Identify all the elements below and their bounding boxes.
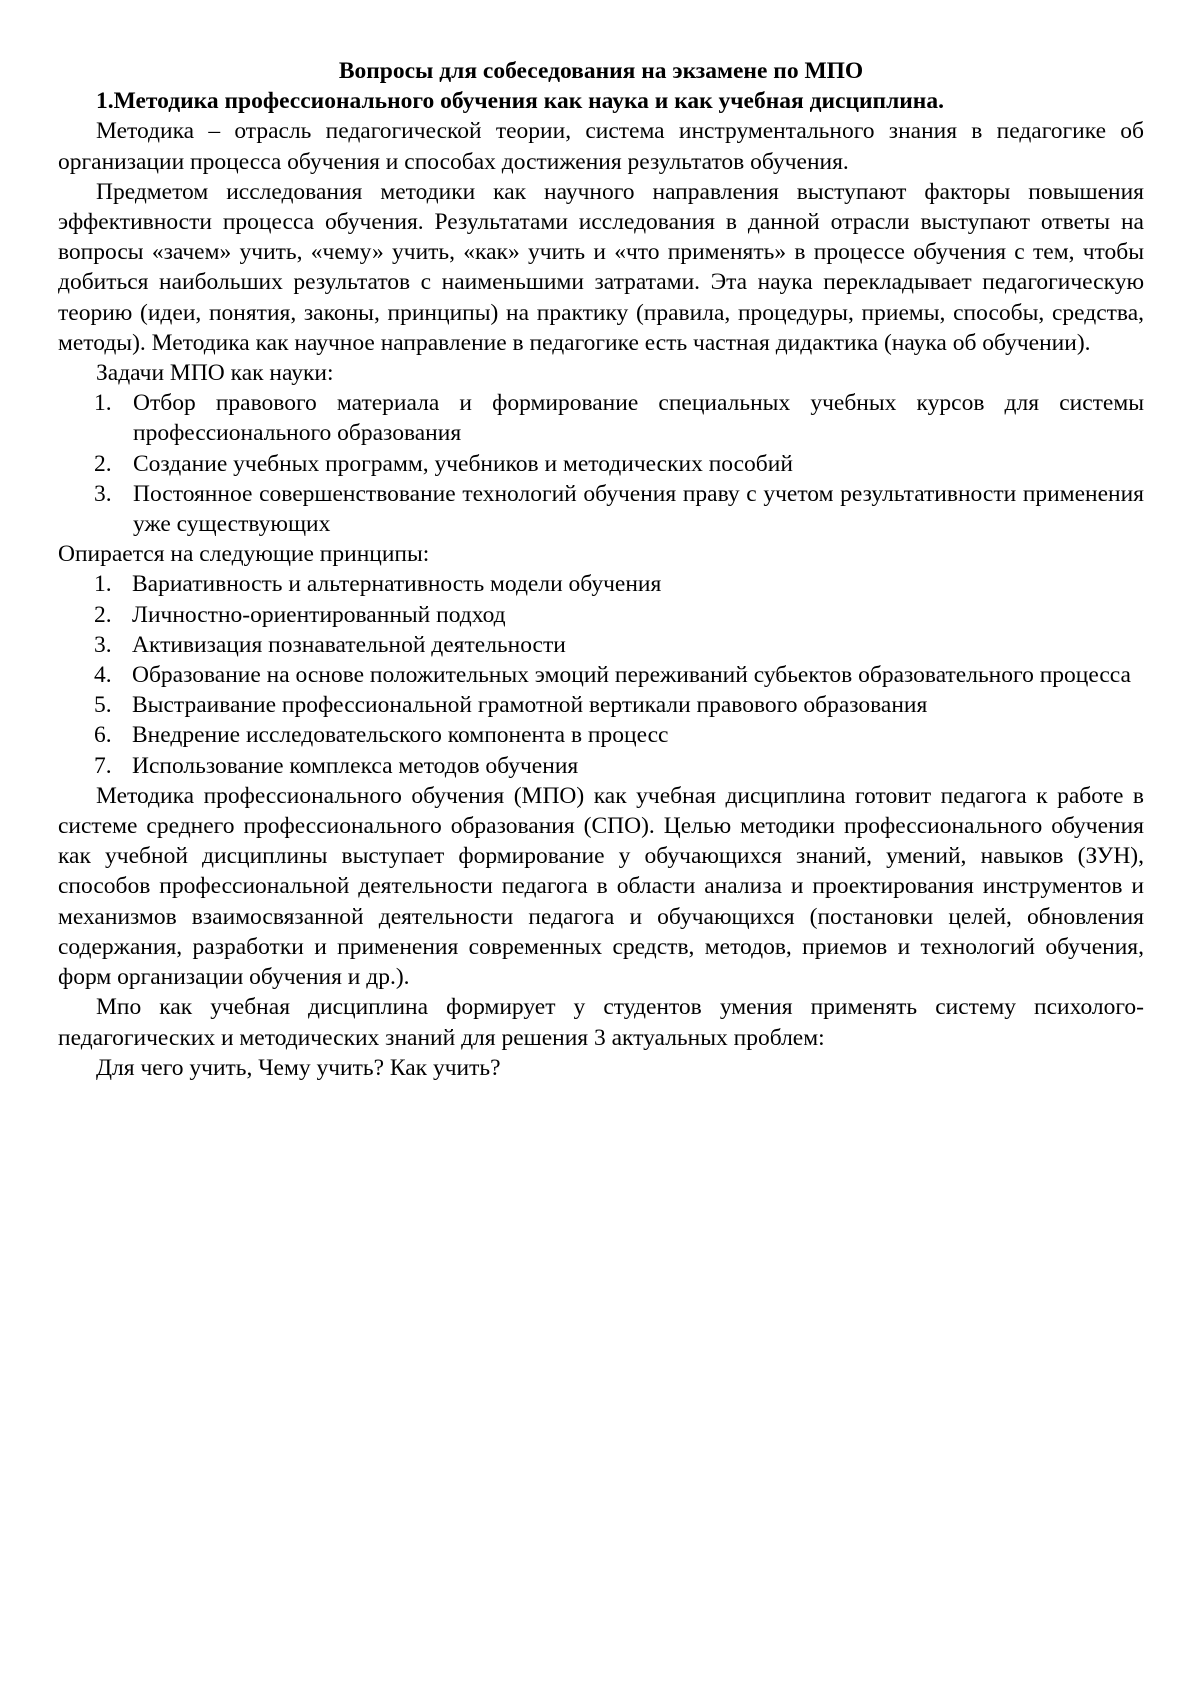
list-item-text: Образование на основе положительных эмоций переживаний субьектов образовательного процесса [132,662,1131,689]
list-item-number: 5. [94,692,112,719]
list-item-text: Постоянное совершенствование технологий обучения праву с учетом результативности применения уже существующих [133,480,1144,538]
list-item [58,720,1144,750]
list-item-number: 7. [94,752,112,779]
list-item-number: 1. [94,571,112,598]
paragraph-questions: Для чего учить, Чему учить? Как учить? [96,1054,501,1081]
list-item-text: Активизация познавательной деятельности [132,631,566,658]
paragraph-definition: Методика – отрасль педагогической теории, система инструментального знания в педагогике об организации процесса обучения и способах достижения результатов обучения. [58,118,1144,175]
list-item-text: Создание учебных программ, учебников и методических пособий [133,450,793,477]
list-item-number: 1. [94,390,112,417]
list-item-text: Отбор правового материала и формирование специальных учебных курсов для системы профессионального образования [133,390,1144,447]
list-item-number: 4. [94,662,112,689]
list-item [58,751,1144,781]
principles-intro: Опирается на следующие принципы: [58,541,430,568]
document-page [58,56,1144,1083]
principles-list [58,569,1144,780]
paragraph-tasks-intro: Задачи МПО как науки: [96,360,334,387]
list-item-number: 2. [94,450,112,477]
list-item-number: 3. [94,480,112,507]
list-item-number: 3. [94,631,112,658]
list-item-text: Внедрение исследовательского компонента в процесс [132,722,669,749]
section-heading: 1.Методика профессионального обучения как наука и как учебная дисциплина. [96,88,944,115]
paragraph-skills: Мпо как учебная дисциплина формирует у студентов умения применять систему психолого-педагогических и методических знаний для решения 3 актуальных проблем: [58,994,1144,1051]
list-item [58,630,1144,660]
list-item [58,569,1144,599]
list-item-text: Вариативность и альтернативность модели обучения [132,571,662,598]
tasks-list [58,388,1144,539]
paragraph-subject: Предметом исследования методики как научного направления выступают факторы повышения эффективности процесса обучения. Результатами исследования в данной отрасли выступают ответы на вопросы «зачем» учить, «чему» учить, «как» учить и «что применять» в процессе обучения с тем, чтобы добиться наибольших результатов с наименьшими затратами. Эта наука перекладывает педагогическую теорию (идеи, понятия, законы, принципы) на практику (правила, процедуры, приемы, способы, средства, методы). Методика как научное направление в педагогике есть частная дидактика (наука об обучении). [58,178,1144,356]
list-item-number: 6. [94,722,112,749]
document-title: Вопросы для собеседования на экзамене по МПО [338,58,864,84]
list-item [58,690,1144,720]
paragraph-discipline: Методика профессионального обучения (МПО) как учебная дисциплина готовит педагога к работе в системе среднего профессионального образования (СПО). Целью методики профессионального обучения как учебной дисциплины выступает формирование у обучающихся знаний, умений, навыков (ЗУН), способов профессиональной деятельности педагога в области анализа и проектирования инструментов и механизмов взаимосвязанной деятельности педагога и обучающихся (постановки целей, обновления содержания, разработки и применения современных средств, методов, приемов и технологий обучения, форм организации обучения и др.). [58,782,1144,991]
list-item [58,479,1144,539]
list-item-number: 2. [94,601,112,628]
list-item [58,449,1144,479]
list-item [58,600,1144,630]
list-item [58,660,1144,690]
list-item-text: Личностно-ориентированный подход [132,601,506,628]
list-item-text: Выстраивание профессиональной грамотной вертикали правового образования [132,692,928,719]
list-item-text: Использование комплекса методов обучения [132,752,579,779]
list-item [58,388,1144,448]
